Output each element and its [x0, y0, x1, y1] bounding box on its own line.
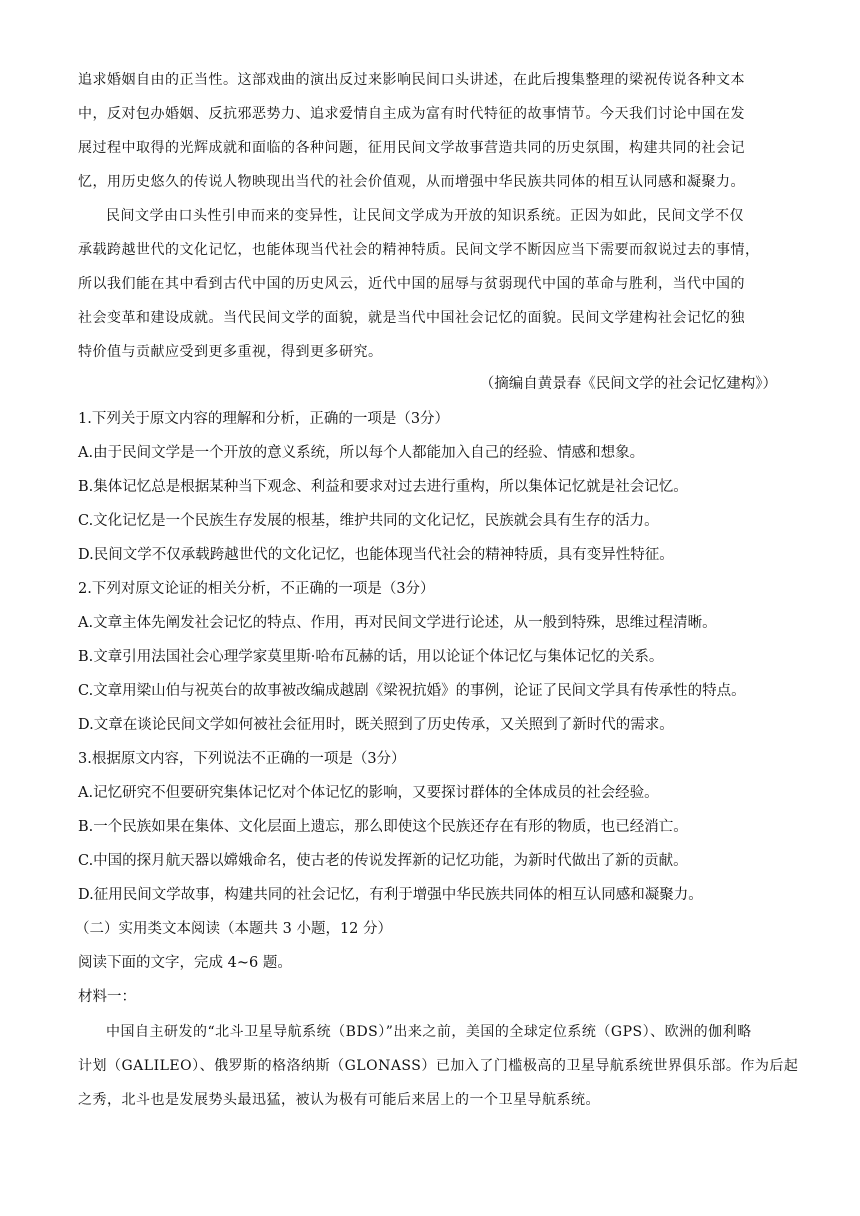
question-3-option-c: C.中国的探月航天器以嫦娥命名，使古老的传说发挥新的记忆功能，为新时代做出了新的贡献。 — [78, 853, 688, 869]
passage-line: 忆，用历史悠久的传说人物映现出当代的社会价值观，从而增强中华民族共同体的相互认同感和凝聚力。 — [78, 174, 745, 190]
passage-line: 追求婚姻自由的正当性。这部戏曲的演出反过来影响民间口头讲述，在此后搜集整理的梁祝传说各种文本 — [78, 72, 745, 88]
passage-line: 所以我们能在其中看到古代中国的历史风云，近代中国的屈辱与贫弱现代中国的革命与胜利，当代中国的 — [78, 276, 745, 292]
question-2-option-c: C.文章用梁山伯与祝英台的故事被改编成越剧《梁祝抗婚》的事例，论证了民间文学具有传承性的特点。 — [78, 683, 746, 699]
section-instruction: 阅读下面的文字，完成 4~6 题。 — [78, 955, 292, 971]
material-label: 材料一： — [78, 989, 136, 1005]
question-3-option-d: D.征用民间文学故事，构建共同的社会记忆，有利于增强中华民族共同体的相互认同感和凝聚力。 — [78, 887, 703, 903]
question-1-option-a: A.由于民间文学是一个开放的意义系统，所以每个人都能加入自己的经验、情感和想象。 — [78, 445, 645, 461]
passage-line: 中，反对包办婚姻、反抗邪恶势力、追求爱情自主成为富有时代特征的故事情节。今天我们讨论中国在发 — [78, 106, 745, 122]
question-3-stem: 3.根据原文内容，下列说法不正确的一项是（3分） — [78, 751, 406, 767]
passage-line: 民间文学由口头性引申而来的变异性，让民间文学成为开放的知识系统。正因为如此，民间文学不仅 — [106, 208, 744, 224]
passage-line: 特价值与贡献应受到更多重视，得到更多研究。 — [78, 344, 383, 360]
question-3-option-a: A.记忆研究不但要研究集体记忆对个体记忆的影响，又要探讨群体的全体成员的社会经验。 — [78, 785, 659, 801]
passage-line: 社会变革和建设成就。当代民间文学的面貌，就是当代中国社会记忆的面貌。民间文学建构社会记忆的独 — [78, 310, 745, 326]
question-2-option-b: B.文章引用法国社会心理学家莫里斯·哈布瓦赫的话，用以论证个体记忆与集体记忆的关系。 — [78, 649, 664, 665]
material-line: 中国自主研发的“北斗卫星导航系统（BDS）”出来之前，美国的全球定位系统（GPS）、欧洲的伽利略 — [106, 1024, 752, 1040]
passage-line: 承载跨越世代的文化记忆，也能体现当代社会的精神特质。民间文学不断因应当下需要而叙说过去的事情， — [78, 242, 760, 258]
question-1-option-b: B.集体记忆总是根据某种当下观念、利益和要求对过去进行重构，所以集体记忆就是社会记忆。 — [78, 479, 688, 495]
material-paragraph — [78, 1024, 798, 1126]
material-line: 计划（GALILEO）、俄罗斯的格洛纳斯（GLONASS）已加入了门槛极高的卫星导航系统世界俱乐部。作为后起 — [78, 1058, 799, 1074]
material-line: 之秀，北斗也是发展势头最迅猛，被认为极有可能后来居上的一个卫星导航系统。 — [78, 1092, 600, 1108]
question-1-stem: 1.下列关于原文内容的理解和分析，正确的一项是（3分） — [78, 411, 450, 427]
question-3-option-b: B.一个民族如果在集体、文化层面上遗忘，那么即使这个民族还存在有形的物质，也已经消亡。 — [78, 819, 688, 835]
passage-line: 展过程中取得的光辉成就和面临的各种问题，征用民间文学故事营造共同的历史氛围，构建共同的社会记 — [78, 140, 745, 156]
question-2-option-a: A.文章主体先阐发社会记忆的特点、作用，再对民间文学进行论述，从一般到特殊，思维过程清晰。 — [78, 615, 717, 631]
passage-citation: （摘编自黄景春《民间文学的社会记忆建构》） — [479, 376, 777, 392]
passage-paragraph-2 — [78, 208, 760, 378]
passage-paragraph-1 — [78, 72, 745, 208]
question-1-option-d: D.民间文学不仅承载跨越世代的文化记忆，也能体现当代社会的精神特质，具有变异性特征。 — [78, 547, 674, 563]
question-2-stem: 2.下列对原文论证的相关分析，不正确的一项是（3分） — [78, 581, 435, 597]
question-2-option-d: D.文章在谈论民间文学如何被社会征用时，既关照到了历史传承，又关照到了新时代的需求。 — [78, 717, 674, 733]
section-heading: （二）实用类文本阅读（本题共 3 小题，12 分） — [75, 921, 393, 937]
question-1-option-c: C.文化记忆是一个民族生存发展的根基，维护共同的文化记忆，民族就会具有生存的活力。 — [78, 513, 659, 529]
